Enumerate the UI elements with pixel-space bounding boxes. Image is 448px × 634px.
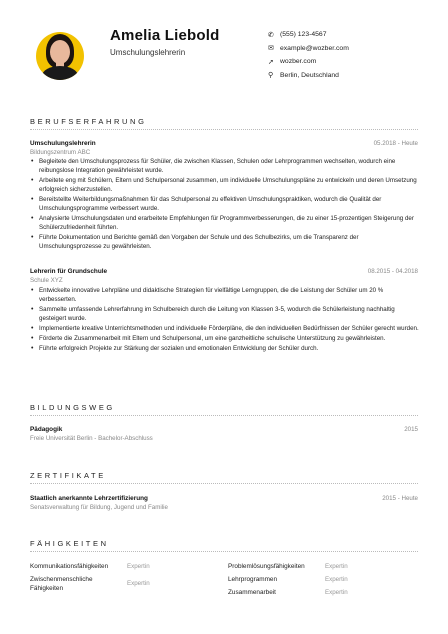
job-title: Umschulungslehrerin <box>30 140 96 147</box>
contact-phone: ✆ (555) 123-4567 <box>268 31 327 39</box>
person-role: Umschulungslehrerin <box>110 48 186 57</box>
section-title-certificates: ZERTIFIKATE <box>30 471 106 480</box>
job-date: 05.2018 - Heute <box>373 140 418 147</box>
education-title: Pädagogik <box>30 426 63 433</box>
skill-level: Expertin <box>127 563 150 570</box>
job-bullets <box>30 287 420 355</box>
list-item: • Führte Dokumentation und Berichte gemäß den Vorgaben der Schule und des Schulbezirks, um die Transparenz der Umschulungsprozesse zu gewährleisten. <box>30 234 420 252</box>
list-item: • Analysierte Umschulungsdaten und erarbeitete Empfehlungen für Programmverbesserungen, die zu einer 15-prozentigen Steigerung der Schülerzufriedenheit führten. <box>30 215 420 233</box>
education-date: 2015 <box>404 426 418 433</box>
list-item: • Entwickelte innovative Lehrpläne und didaktische Strategien für vielfältige Lerngruppen, die die Leistung der Schüler um 20 % verbesserten. <box>30 287 420 305</box>
job-title: Lehrerin für Grundschule <box>30 268 108 275</box>
list-item: • Sammelte umfassende Lehrerfahrung im Schulbereich durch die Leitung von Klassen 3-5, wodurch die Schülerleistung nachhaltig gesteigert wurde. <box>30 306 420 324</box>
list-item: • Begleitete den Umschulungsprozess für Schüler, die zwischen Klassen, Schulen oder Lehrprogrammen wechselten, wodurch eine reibungslose Integration gewährleistet wurde. <box>30 158 420 176</box>
skill-name: Zwischenmenschliche Fähigkeiten <box>30 576 93 592</box>
section-title-skills: FÄHIGKEITEN <box>30 539 109 548</box>
person-name: Amelia Liebold <box>110 27 220 44</box>
list-item: • Bereitstellte Weiterbildungsmaßnahmen für das Schulpersonal zu effektiven Umschulungspraktiken, wodurch die Qualität der Umschulungsprogramme verbessert wurde. <box>30 196 420 214</box>
skill-name: Kommunikationsfähigkeiten <box>30 563 109 570</box>
list-item: • Implementierte kreative Unterrichtsmethoden und individuelle Förderpläne, die den individuellen Bedürfnissen der Schüler gerecht wurden. <box>30 325 420 334</box>
contact-website[interactable]: ➚ wozber.com <box>268 58 317 66</box>
skill-name: Lehrprogrammen <box>228 576 278 583</box>
contact-location: ⚲ Berlin, Deutschland <box>268 71 339 80</box>
section-divider <box>30 415 418 416</box>
avatar-background <box>36 32 84 80</box>
contact-email[interactable]: ✉ example@wozber.com <box>268 44 349 53</box>
job-bullets <box>30 158 420 253</box>
section-title-education: BILDUNGSWEG <box>30 403 115 412</box>
list-item: • Arbeitete eng mit Schülern, Eltern und Schulpersonal zusammen, um individuelle Umschulungspläne zu entwickeln und deren Umsetzung erfolgreich sicherzustellen. <box>30 177 420 195</box>
section-divider <box>30 551 418 552</box>
list-item: • Förderte die Zusammenarbeit mit Eltern und Schulpersonal, um eine ganzheitliche schulische Unterstützung zu gewährleisten. <box>30 335 420 344</box>
job-organization: Bildungszentrum ABC <box>30 149 91 156</box>
job-organization: Schule XYZ <box>30 277 63 284</box>
skill-level: Expertin <box>325 563 348 570</box>
certificate-title: Staatlich anerkannte Lehrzertifizierung <box>30 495 148 502</box>
location-pin-icon: ⚲ <box>268 72 274 80</box>
skill-level: Expertin <box>325 576 348 583</box>
contact-list <box>268 28 438 82</box>
skill-name: Problemlösungsfähigkeiten <box>228 563 305 570</box>
job-date: 08.2015 - 04.2018 <box>367 268 418 275</box>
education-organization: Freie Universität Berlin - Bachelor-Abschluss <box>30 435 153 442</box>
certificate-organization: Senatsverwaltung für Bildung, Jugend und Familie <box>30 504 168 511</box>
resume-header <box>0 0 448 100</box>
list-item: • Führte erfolgreich Projekte zur Stärkung der sozialen und emotionalen Entwicklung der Schüler durch. <box>30 345 420 354</box>
section-title-experience: BERUFSERFAHRUNG <box>30 117 147 126</box>
section-divider <box>30 129 418 130</box>
link-icon: ➚ <box>268 58 274 66</box>
phone-icon: ✆ <box>268 31 274 39</box>
skill-name: Zusammenarbeit <box>228 589 276 596</box>
avatar <box>36 26 84 88</box>
skill-level: Expertin <box>127 580 150 587</box>
section-divider <box>30 483 418 484</box>
skill-level: Expertin <box>325 589 348 596</box>
email-icon: ✉ <box>268 45 274 53</box>
certificate-date: 2015 - Heute <box>382 495 418 502</box>
